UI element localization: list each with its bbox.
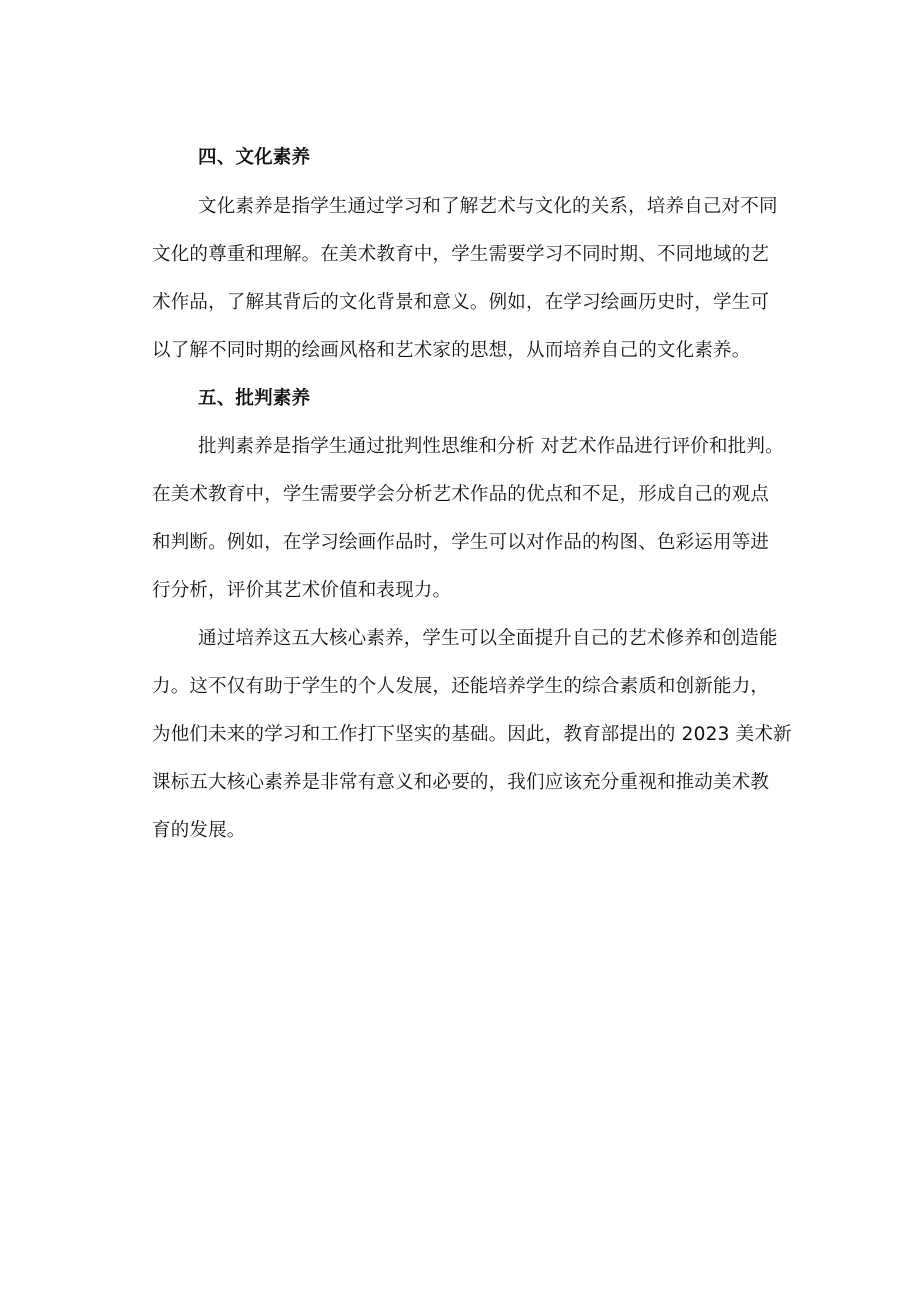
paragraph-line: 育的发展。 [152, 820, 246, 841]
paragraph-line: 以了解不同时期的绘画风格和艺术家的思想，从而培养自己的文化素养。 [152, 340, 751, 361]
section-heading-critique: 五、批判素养 [198, 388, 311, 409]
paragraph-line: 批判素养是指学生通过批判性思维和分析 对艺术作品进行评价和批判。 [198, 436, 784, 457]
paragraph-line: 力。这不仅有助于学生的个人发展，还能培养学生的综合素质和创新能力， [152, 676, 770, 697]
paragraph-line: 为他们未来的学习和工作打下坚实的基础。因此，教育部提出的 2023 美术新 [152, 724, 792, 745]
paragraph-line: 行分析，评价其艺术价值和表现力。 [152, 580, 452, 601]
paragraph-line: 课标五大核心素养是非常有意义和必要的，我们应该充分重视和推动美术教 [152, 772, 770, 793]
paragraph-line: 在美术教育中，学生需要学会分析艺术作品的优点和不足，形成自己的观点 [152, 484, 770, 505]
paragraph-line: 文化素养是指学生通过学习和了解艺术与文化的关系，培养自己对不同 [198, 196, 778, 217]
section-heading-culture: 四、文化素养 [198, 147, 311, 168]
paragraph-line: 和判断。例如，在学习绘画作品时，学生可以对作品的构图、色彩运用等进 [152, 532, 770, 553]
paragraph-line: 术作品，了解其背后的文化背景和意义。例如，在学习绘画历史时，学生可 [152, 292, 770, 313]
paragraph-line: 文化的尊重和理解。在美术教育中，学生需要学习不同时期、不同地域的艺 [152, 244, 770, 265]
paragraph-line: 通过培养这五大核心素养，学生可以全面提升自己的艺术修养和创造能 [198, 628, 778, 649]
